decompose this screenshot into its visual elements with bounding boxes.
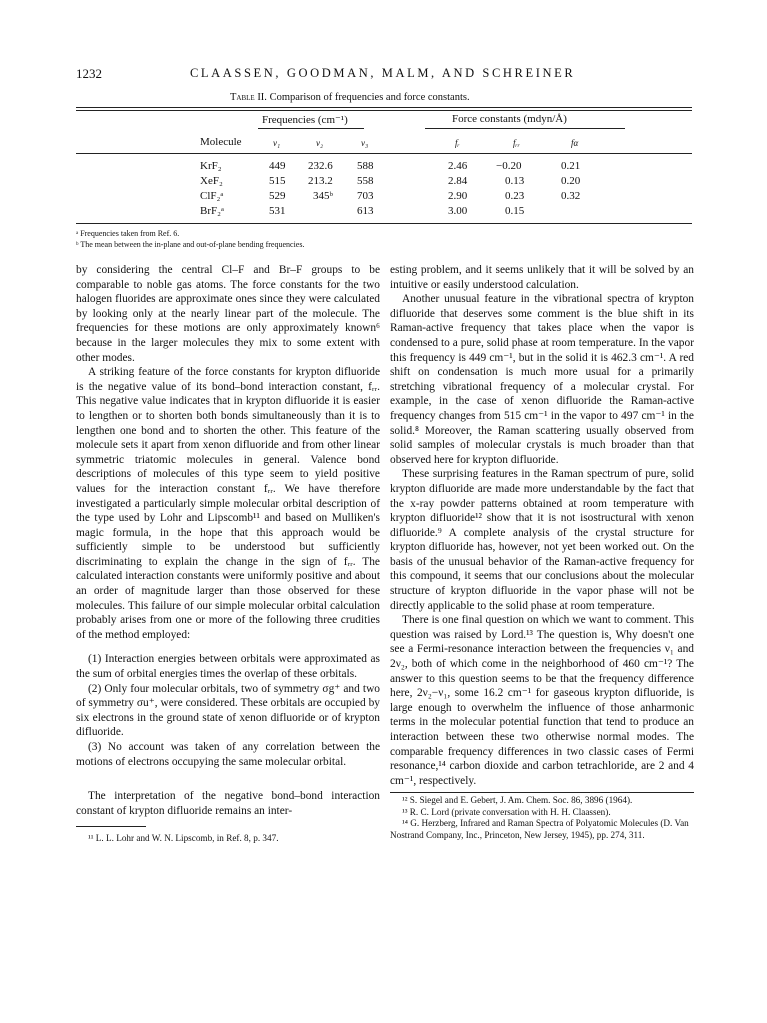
table-cell-v1: 531 — [269, 205, 286, 217]
paragraph: These surprising features in the Raman spectrum of pure, solid krypton difluoride are made more understandable by the fact that the x-ray powder patterns obtained at room temperature with krypton difluoride¹² show that it is not isostructural with xenon difluoride.⁹ A complete analysis of the crystal structure for krypton difluoride has, however, not yet been worked out. On the basis of the unusual behavior of the Raman-active frequency for this compound, it seems that our conclusions about the molecular structure of krypton difluoride in the vapor phase will not be directly applicable to the solid phase at room temperature. — [390, 468, 694, 612]
table-cell-v3: 558 — [357, 175, 374, 187]
paragraph: The interpretation of the negative bond–bond interaction constant of krypton difluoride remains an inter- — [76, 790, 380, 817]
list-item: (2) Only four molecular orbitals, two of symmetry σg⁺ and two of symmetry σu⁺, were considered. These orbitals are occupied by six electrons in the ground state of xenon difluoride or of krypton difluoride. — [76, 682, 380, 739]
col-header-fa: fα — [571, 138, 579, 148]
table-cell-v2: 213.2 — [308, 175, 333, 187]
col-header-v1: ν₁ — [273, 138, 281, 148]
table-cell-v3: 703 — [357, 190, 374, 202]
col-header-fr: fᵣ — [455, 138, 460, 148]
list-item: (1) Interaction energies between orbitals were approximated as the sum of orbital energies times the overlap of these orbitals. — [76, 653, 380, 681]
paragraph: A striking feature of the force constants for krypton difluoride is the negative value of its bond–bond interaction constant, fᵣᵣ. This negative value indicates that in krypton difluoride it is easier to lengthen or to shorten both bonds simultaneously than it is to lengthen one bond and to shorten the other. This feature of the molecule sets it apart from xenon difluoride and from other linear symmetric triatomic molecules in general. Valence bond descriptions of molecules of this type seem to yield positive values for the interaction constant fᵣᵣ. We have therefore investigated a particularly simple molecular orbital description of the type used by Lohr and Lipscomb¹¹ and based on Mulliken's magic formula, in the hope that this approach would be sufficiently simple to be understood but sufficiently discriminating to explain the change in the sign of fᵣᵣ. The calculated interaction constants were uniformly positive and about an order of magnitude larger than those observed for these molecules. This failure of our simple molecular orbital calculation probably arises from one or more of the following three crudities of the method employed: — [76, 366, 380, 641]
table-cell-v1: 529 — [269, 190, 286, 202]
table-caption-text: Comparison of frequencies and force constants. — [269, 92, 470, 103]
paragraph: by considering the central Cl–F and Br–F groups to be comparable to noble gas atoms. The force constants for the two halogen fluorides are approximate ones since they were calculated by looking only at the nearly linear part of the molecule. The frequencies for these motions are only approximately known⁶ because in the larger molecules they mix to some extent with other modes. — [76, 264, 380, 364]
footnote-rule — [76, 826, 146, 827]
running-head: CLAASSEN, GOODMAN, MALM, AND SCHREINER — [190, 66, 576, 80]
table-cell-frr: −0.20 — [496, 160, 522, 172]
footnote-13: ¹³ R. C. Lord (private conversation with H. H. Claassen). — [402, 806, 611, 817]
table-cell-v3: 613 — [357, 205, 374, 217]
table-cell-v2: 232.6 — [308, 160, 333, 172]
footnote-12: ¹² S. Siegel and E. Gebert, J. Am. Chem. Soc. 86, 3896 (1964). — [402, 795, 633, 806]
footnote-14: ¹⁴ G. Herzberg, Infrared and Raman Spectra of Polyatomic Molecules (D. Van Nostrand Company, Inc., Princeton, New Jersey, 1945), pp. 274, 311. — [390, 818, 689, 840]
table-cell-fr: 2.46 — [448, 160, 468, 172]
list-item: (3) No account was taken of any correlation between the motions of electrons occupying the same molecular orbital. — [76, 741, 380, 768]
table-cell-v3: 588 — [357, 160, 374, 172]
table-row-molecule: BrF₂ᵃ — [200, 205, 224, 217]
footnote-11: ¹¹ L. L. Lohr and W. N. Lipscomb, in Ref. 8, p. 347. — [88, 833, 279, 844]
table-cell-v1: 515 — [269, 175, 286, 187]
col-header-v2: ν₂ — [316, 138, 324, 148]
table-cell-fa: 0.20 — [561, 175, 581, 187]
table-cell-v2: 345ᵇ — [313, 190, 333, 202]
table-caption — [230, 92, 470, 103]
page-number: 1232 — [76, 66, 102, 81]
table-top-rule — [76, 107, 692, 108]
table-cell-fa: 0.21 — [561, 160, 581, 172]
col-header-v3: ν₃ — [361, 138, 369, 148]
table-bottom-rule — [76, 223, 692, 224]
table-cell-fr: 3.00 — [448, 205, 468, 217]
table-cell-fr: 2.84 — [448, 175, 468, 187]
table-cell-frr: 0.15 — [505, 205, 525, 217]
table-footnote-a: ᵃ Frequencies taken from Ref. 6. — [76, 229, 180, 238]
paragraph: There is one final question on which we want to comment. This question was raised by Lord.¹³ The question is, Why doesn't one see a Fermi-resonance interaction between the frequencies ν₁ and 2ν₂, both of which come in the neighborhood of 460 cm⁻¹? The answer to this question seems to be that the frequency difference here, 2ν₂−ν₁, some 16.2 cm⁻¹ for gaseous krypton difluoride, is large enough to overwhelm the influence of those anharmonic terms in the molecular potential function that tend to produce an interaction between these two otherwise normal modes. The comparable frequency differences in two classic cases of Fermi resonance,¹⁴ carbon dioxide and carbon tetrachloride, are 2 and 4 cm⁻¹, respectively. — [390, 614, 694, 787]
table-cell-v1: 449 — [269, 160, 286, 172]
col-header-molecule: Molecule — [200, 136, 242, 148]
group-header-frequencies: Frequencies (cm⁻¹) — [262, 114, 348, 126]
table-cell-frr: 0.23 — [505, 190, 525, 202]
table-caption-label: Table II. — [230, 92, 267, 103]
freq-group-rule — [258, 128, 364, 129]
right-column — [390, 263, 694, 841]
table-row-molecule: KrF₂ — [200, 160, 222, 172]
force-group-rule — [425, 128, 625, 129]
table-top-rule-2 — [76, 110, 692, 111]
table-header-rule — [76, 153, 692, 154]
footnote-rule — [390, 792, 694, 793]
table-cell-frr: 0.13 — [505, 175, 525, 187]
paragraph: esting problem, and it seems unlikely that it will be solved by an intuitive or easily understood calculation. — [390, 264, 694, 291]
table-footnote-b: ᵇ The mean between the in-plane and out-of-plane bending frequencies. — [76, 240, 305, 249]
group-header-force-constants: Force constants (mdyn/Å) — [452, 113, 567, 125]
col-header-frr: fᵣᵣ — [513, 138, 520, 148]
left-column — [76, 263, 380, 845]
table-row-molecule: ClF₂ᵃ — [200, 190, 224, 202]
table-cell-fa: 0.32 — [561, 190, 581, 202]
table-row-molecule: XeF₂ — [200, 175, 223, 187]
paragraph: Another unusual feature in the vibrational spectra of krypton difluoride that deserves some comment is the blue shift in its Raman-active frequency that takes place when the vapor is condensed to a pure, solid phase at room temperature. In the vapor this frequency is 449 cm⁻¹, but in the solid it is 462.3 cm⁻¹. A red shift on condensation is much more usual for a primarily stretching vibrational frequency of a molecular crystal. For example, in the case of xenon difluoride the Raman-active frequency changes from 515 cm⁻¹ in the vapor to 497 cm⁻¹ in the solid.⁸ Moreover, the Raman scattering usually observed from solid samples of molecular crystals is much broader than that observed here for krypton difluoride. — [390, 293, 694, 466]
table-cell-fr: 2.90 — [448, 190, 468, 202]
